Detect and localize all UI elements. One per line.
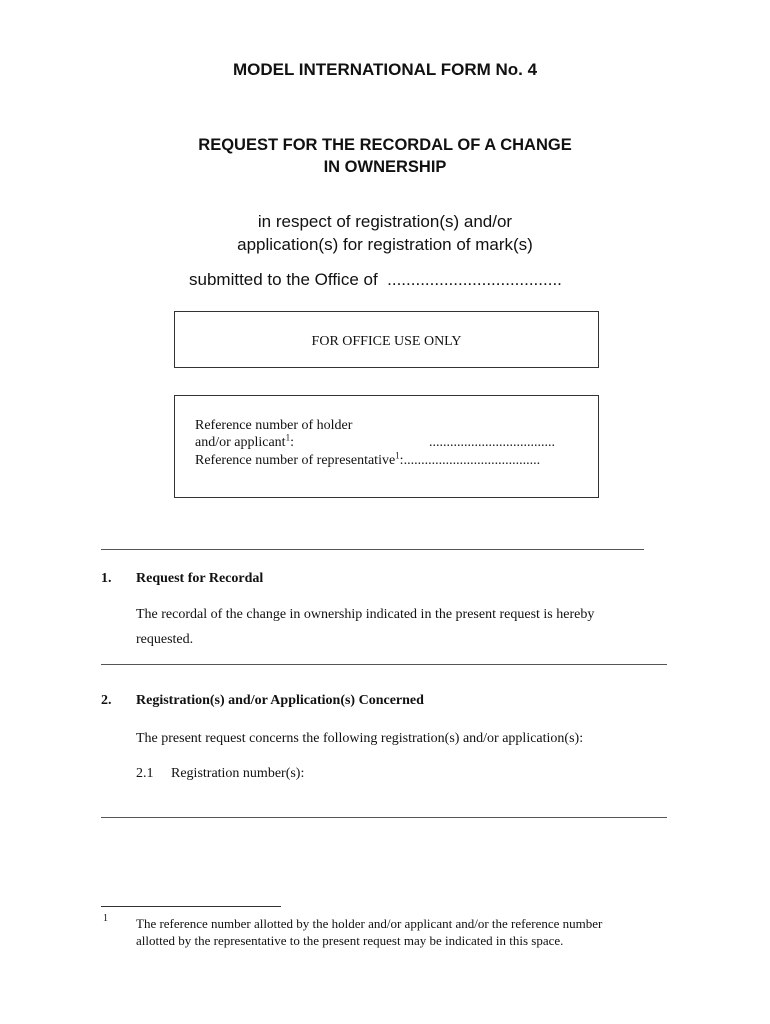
rep-ref-label: Reference number of representative [195, 453, 396, 468]
section-1-heading: Request for Recordal [136, 571, 264, 586]
footnote-text-line-2: allotted by the representative to the present request may be indicated in this space. [136, 933, 564, 948]
subtitle [0, 210, 770, 256]
footnote-ref-mark: 1 [395, 450, 400, 461]
holder-ref-colon: : [290, 435, 294, 450]
footnote-separator [101, 906, 281, 907]
holder-ref-label-line-2 [195, 432, 294, 451]
section-1-text-line-2: requested. [136, 632, 194, 647]
divider [101, 817, 667, 818]
main-title-line-1: REQUEST FOR THE RECORDAL OF A CHANGE [198, 136, 572, 154]
holder-ref-label-line-1: Reference number of holder [195, 418, 353, 433]
subtitle-line-2: application(s) for registration of mark(s) [237, 235, 533, 254]
subsection-2-1-number: 2.1 [136, 766, 154, 781]
main-title [0, 134, 770, 178]
footnote-ref-mark: 1 [285, 432, 291, 443]
office-name-field[interactable]: ..................................... [387, 270, 562, 289]
footnote-mark: 1 [103, 913, 108, 924]
rep-ref-field[interactable]: ....................................... [403, 453, 541, 468]
submitted-to-label: submitted to the Office of [189, 270, 378, 289]
divider [101, 664, 667, 665]
section-2-text: The present request concerns the following registration(s) and/or application(s): [136, 731, 584, 746]
main-title-line-2: IN OWNERSHIP [323, 158, 447, 176]
reference-box [174, 395, 599, 498]
holder-ref-label-text: and/or applicant [195, 435, 286, 450]
submitted-to-line [189, 270, 562, 290]
office-use-box [174, 311, 599, 368]
form-title: MODEL INTERNATIONAL FORM No. 4 [232, 60, 538, 79]
footnote-text-line-1: The reference number allotted by the holder and/or applicant and/or the reference number [136, 916, 603, 931]
section-1-number: 1. [101, 571, 112, 586]
section-2-heading: Registration(s) and/or Application(s) Concerned [136, 693, 424, 708]
section-1-text [136, 602, 696, 652]
registration-numbers-label: Registration number(s): [171, 766, 305, 781]
office-use-label: FOR OFFICE USE ONLY [311, 334, 462, 349]
holder-ref-field[interactable]: .................................... [429, 435, 555, 450]
rep-ref-colon: : [399, 453, 404, 468]
section-1-text-line-1: The recordal of the change in ownership indicated in the present request is hereby [136, 607, 595, 622]
section-2-number: 2. [101, 693, 112, 708]
subtitle-line-1: in respect of registration(s) and/or [257, 212, 513, 231]
footnote-text [136, 915, 656, 949]
rep-ref-line [195, 450, 541, 469]
divider [101, 549, 644, 550]
